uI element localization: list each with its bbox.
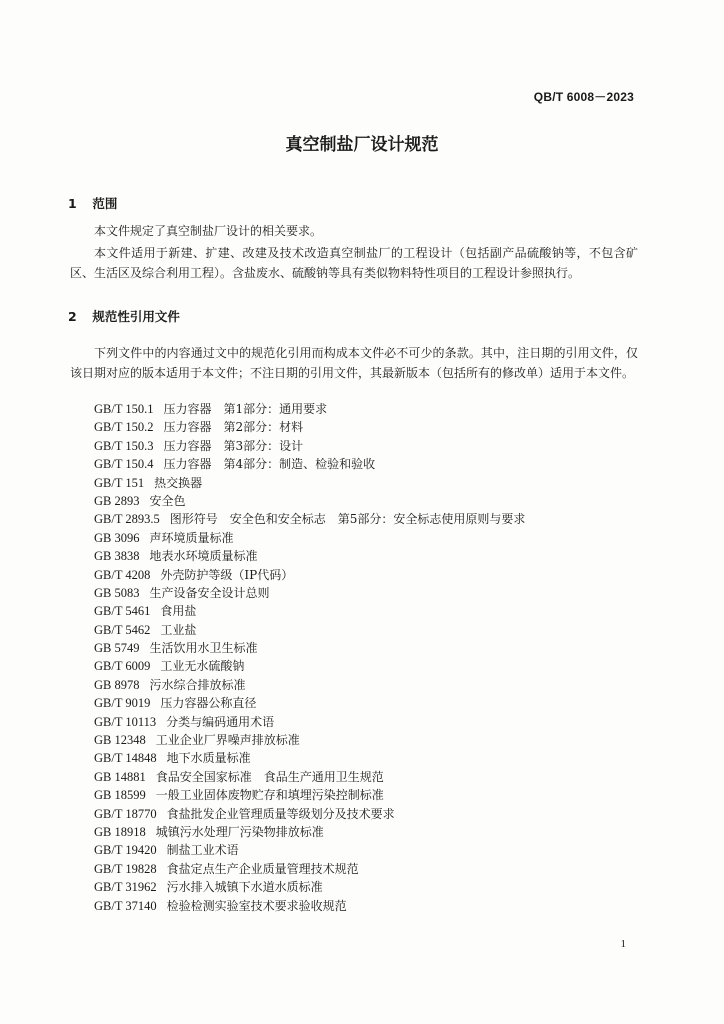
reference-item (94, 786, 525, 804)
reference-item (94, 474, 525, 492)
reference-code: GB/T 150.3 (94, 438, 154, 453)
reference-code: GB 5749 (94, 641, 140, 656)
reference-title: 工业企业厂界噪声排放标准 (155, 733, 300, 748)
reference-code: GB/T 4208 (94, 567, 151, 582)
reference-title: 工业盐 (160, 622, 197, 637)
reference-code: GB 2893 (94, 493, 140, 508)
reference-title: 食用盐 (160, 604, 197, 619)
reference-title: 压力容器公称直径 (160, 696, 257, 711)
section-number: 1 (68, 196, 77, 211)
reference-title: 检验检测实验室技术要求验收规范 (166, 898, 347, 913)
reference-item (94, 657, 525, 675)
reference-item (94, 492, 525, 510)
reference-item (94, 510, 525, 528)
reference-title: 污水综合排放标准 (149, 677, 246, 692)
reference-item (94, 749, 525, 767)
reference-title: 地表水环境质量标准 (149, 549, 258, 564)
reference-item (94, 437, 525, 455)
reference-item (94, 676, 525, 694)
paragraph: 本文件规定了真空制盐厂设计的相关要求。 (94, 224, 323, 238)
standard-code: QB/T 6008－2023 (533, 90, 634, 104)
reference-title: 图形符号 安全色和安全标志 第5部分：安全标志使用原则与要求 (169, 512, 526, 527)
reference-item (94, 418, 525, 436)
section-title: 范围 (92, 196, 118, 211)
page-number: 1 (620, 938, 626, 950)
reference-title: 城镇污水处理厂污染物排放标准 (155, 824, 324, 839)
reference-code: GB/T 19420 (94, 843, 157, 858)
reference-item (94, 805, 525, 823)
reference-title: 生活饮用水卫生标准 (149, 641, 258, 656)
reference-code: GB 3838 (94, 549, 140, 564)
reference-title: 热交换器 (154, 475, 203, 490)
reference-item (94, 731, 525, 749)
reference-code: GB/T 5462 (94, 622, 151, 637)
reference-code: GB 3096 (94, 530, 140, 545)
reference-code: GB/T 151 (94, 475, 145, 490)
section-number: 2 (68, 309, 77, 324)
reference-item (94, 713, 525, 731)
reference-title: 污水排入城镇下水道水质标准 (166, 880, 323, 895)
normative-references-list (94, 400, 525, 915)
paragraph: 本文件适用于新建、扩建、改建及技术改造真空制盐厂的工程设计（包括副产品硫酸钠等，不包含矿区、生活区及综合利用工程）。含盐废水、硫酸钠等具有类似物料特性项目的工程设计参照执行。 (70, 246, 638, 280)
reference-title: 分类与编码通用术语 (166, 714, 275, 729)
reference-title: 压力容器 第2部分：材料 (163, 420, 304, 435)
reference-code: GB/T 9019 (94, 696, 151, 711)
reference-item (94, 455, 525, 473)
reference-item (94, 694, 525, 712)
reference-item (94, 768, 525, 786)
reference-title: 声环境质量标准 (149, 530, 234, 545)
reference-title: 食盐定点生产企业质量管理技术规范 (166, 861, 359, 876)
reference-title: 制盐工业术语 (166, 843, 239, 858)
reference-code: GB 5083 (94, 585, 140, 600)
reference-code: GB/T 150.4 (94, 457, 154, 472)
paragraph: 下列文件中的内容通过文中的规范化引用而构成本文件必不可少的条款。其中，注日期的引用文件，仅该日期对应的版本适用于本文件；不注日期的引用文件，其最新版本（包括所有的修改单）适用于本文件。 (70, 346, 638, 380)
reference-title: 食盐批发企业管理质量等级划分及技术要求 (166, 806, 395, 821)
reference-code: GB/T 150.2 (94, 420, 154, 435)
reference-code: GB/T 5461 (94, 604, 151, 619)
reference-code: GB/T 19828 (94, 861, 157, 876)
section-2-heading (68, 307, 180, 325)
reference-code: GB 14881 (94, 769, 146, 784)
reference-code: GB/T 14848 (94, 751, 157, 766)
reference-code: GB/T 2893.5 (94, 512, 160, 527)
reference-item (94, 529, 525, 547)
reference-item (94, 566, 525, 584)
reference-title: 外壳防护等级（IP代码） (160, 567, 294, 582)
reference-code: GB/T 31962 (94, 880, 157, 895)
page-title: 真空制盐厂设计规范 (285, 135, 439, 155)
reference-code: GB 8978 (94, 677, 140, 692)
reference-item (94, 639, 525, 657)
reference-item (94, 584, 525, 602)
reference-code: GB 18599 (94, 788, 146, 803)
reference-code: GB/T 18770 (94, 806, 157, 821)
reference-title: 食品安全国家标准 食品生产通用卫生规范 (155, 769, 384, 784)
reference-code: GB/T 37140 (94, 898, 157, 913)
reference-code: GB/T 6009 (94, 659, 151, 674)
reference-item (94, 823, 525, 841)
reference-title: 地下水质量标准 (166, 751, 251, 766)
section-title: 规范性引用文件 (92, 309, 180, 324)
reference-code: GB/T 10113 (94, 714, 157, 729)
reference-title: 生产设备安全设计总则 (149, 585, 270, 600)
reference-item (94, 860, 525, 878)
reference-title: 压力容器 第4部分：制造、检验和验收 (163, 457, 376, 472)
reference-code: GB 18918 (94, 824, 146, 839)
reference-title: 压力容器 第1部分：通用要求 (163, 402, 328, 416)
reference-title: 安全色 (149, 493, 186, 508)
reference-item (94, 621, 525, 639)
reference-code: GB 12348 (94, 733, 146, 748)
reference-item (94, 897, 525, 915)
reference-item (94, 878, 525, 896)
reference-title: 压力容器 第3部分：设计 (163, 438, 304, 453)
reference-item (94, 400, 525, 418)
section-1-heading (68, 194, 117, 212)
reference-item (94, 602, 525, 620)
reference-item (94, 841, 525, 859)
reference-code: GB/T 150.1 (94, 402, 154, 416)
reference-title: 工业无水硫酸钠 (160, 659, 245, 674)
reference-item (94, 547, 525, 565)
reference-title: 一般工业固体废物贮存和填埋污染控制标准 (155, 788, 384, 803)
